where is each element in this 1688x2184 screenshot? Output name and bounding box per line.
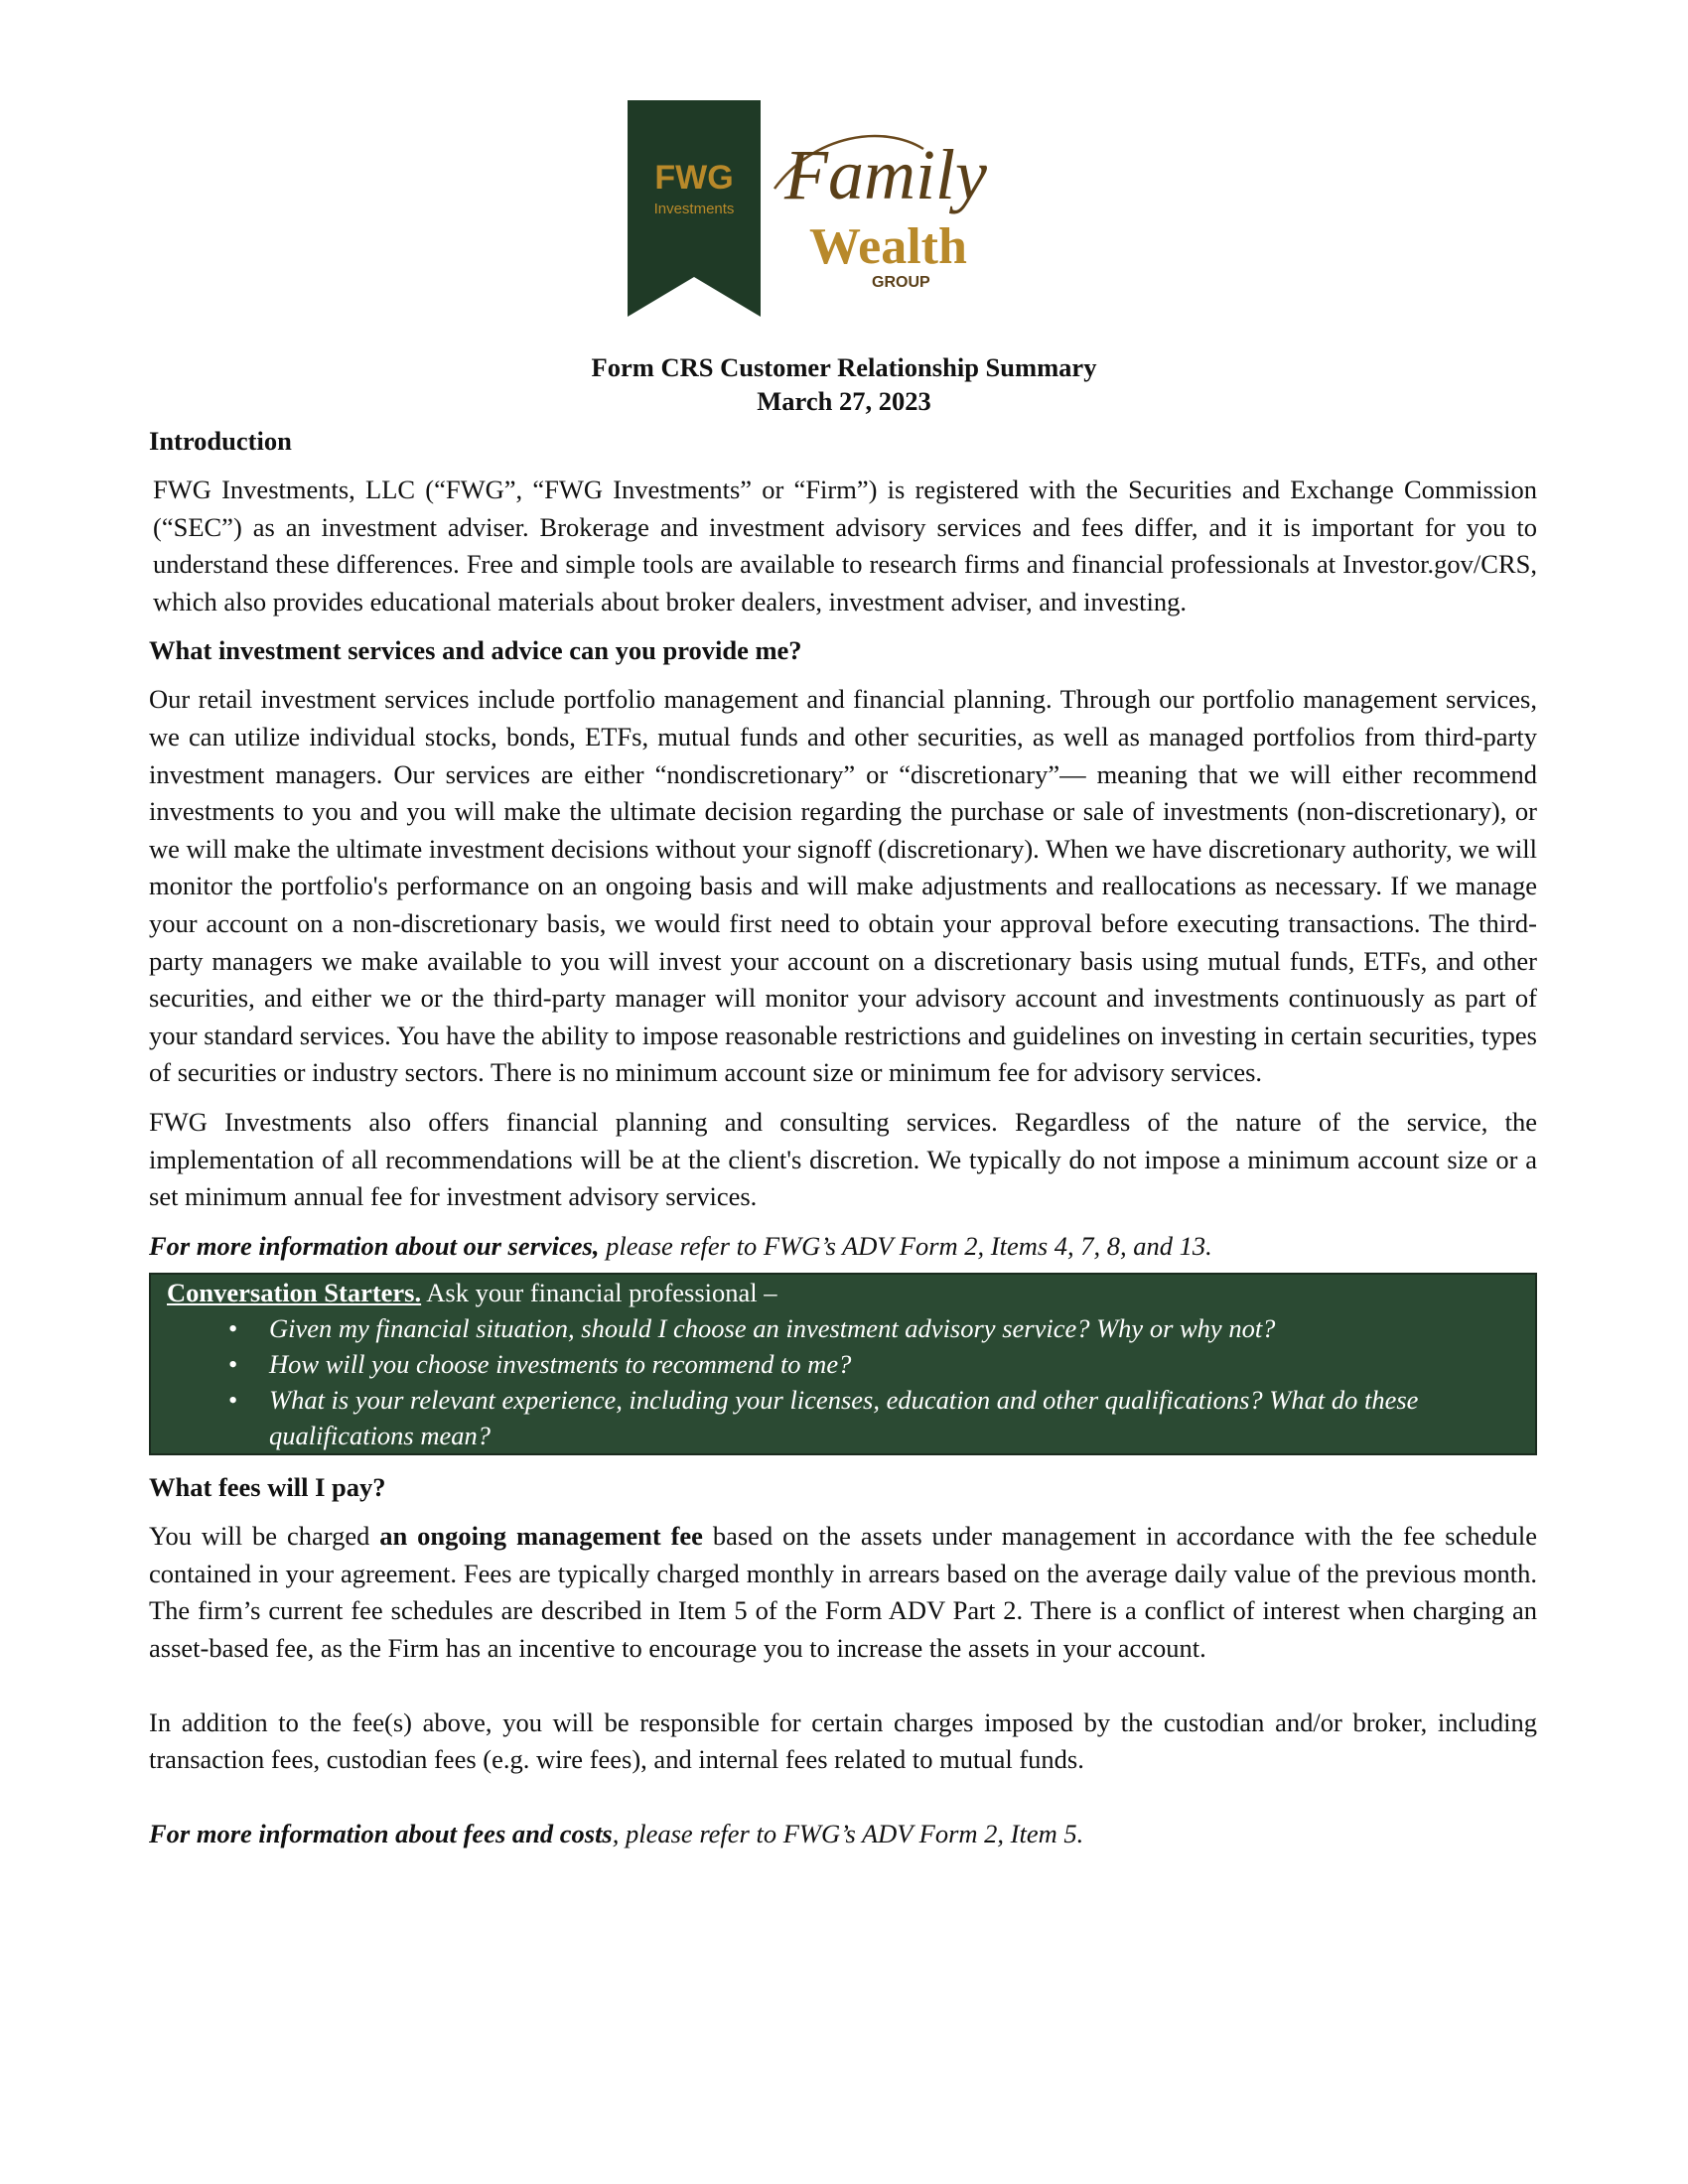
conversation-starters-label: Conversation Starters. bbox=[167, 1278, 422, 1308]
intro-heading: Introduction bbox=[149, 426, 292, 456]
fees-paragraph-1 bbox=[149, 1518, 1537, 1667]
conversation-starter-item bbox=[167, 1382, 1521, 1453]
services-more-info-bold: For more information about our services, bbox=[149, 1230, 600, 1261]
document-date: March 27, 2023 bbox=[757, 386, 931, 416]
bullet-icon: • bbox=[228, 1349, 238, 1380]
services-more-info-text: please refer to FWG’s ADV Form 2, Items 4, 7, 8, and 13. bbox=[599, 1230, 1212, 1261]
bullet-icon: • bbox=[228, 1313, 238, 1344]
conversation-starter-text: What is your relevant experience, including your licenses, education and other qualifications? What do these qualifications mean? bbox=[269, 1385, 1419, 1451]
logo-group-text: GROUP bbox=[872, 274, 930, 291]
conversation-starter-item bbox=[167, 1346, 1521, 1382]
fees-more-info bbox=[149, 1816, 1537, 1853]
logo-investments-text: Investments bbox=[653, 201, 735, 217]
fees-more-info-bold: For more information about fees and costs bbox=[149, 1818, 613, 1848]
bullet-icon: • bbox=[228, 1385, 238, 1416]
logo-wealth-text: Wealth bbox=[809, 218, 967, 275]
document-title: Form CRS Customer Relationship Summary bbox=[591, 352, 1097, 382]
conversation-starters-lead: Ask your financial professional – bbox=[421, 1278, 777, 1308]
services-heading: What investment services and advice can you provide me? bbox=[149, 635, 802, 666]
conversation-starter-text: How will you choose investments to recommend to me? bbox=[269, 1349, 852, 1380]
fwg-family-wealth-logo bbox=[626, 94, 1058, 317]
services-paragraph-2: FWG Investments also offers financial planning and consulting services. Regardless of the nature of the service, the implementation of all recommendations will be at the client's discretion. We typically do not impose a minimum account size or a set minimum annual fee for investment advisory services. bbox=[149, 1106, 1537, 1212]
fees-paragraph-2: In addition to the fee(s) above, you will be responsible for certain charges imposed by the custodian and/or broker, including transaction fees, custodian fees (e.g. wire fees), and internal fees related to mutual funds. bbox=[149, 1706, 1537, 1775]
conversation-starter-text: Given my financial situation, should I choose an investment advisory service? Why or why not? bbox=[269, 1313, 1276, 1344]
conversation-starters-list bbox=[167, 1310, 1521, 1453]
services-more-info bbox=[149, 1228, 1537, 1266]
conversation-starters-box bbox=[149, 1273, 1537, 1455]
conversation-starter-item bbox=[167, 1310, 1521, 1346]
services-paragraph-1: Our retail investment services include portfolio management and financial planning. Through our portfolio management services, we can utilize individual stocks, bonds, ETFs, mutual funds and other securities, as well as managed portfolios from third-party investment managers. Our services are either “nondiscretionary” or “discretionary”— meaning that we will either recommend investments to you and you will make the ultimate decision regarding the purchase or sale of investments (non-discretionary), or we will make the ultimate investment decisions without your signoff (discretionary). When we have discretionary authority, we will monitor the portfolio's performance on an ongoing basis and will make adjustments and reallocations as necessary. If we manage your account on a non-discretionary basis, we would first need to obtain your approval before executing transactions. The third-party managers we make available to you will invest your account on a discretionary basis using mutual funds, ETFs, and other securities, and either we or the third-party manager will monitor your advisory account and investments continuously as part of your standard services. You have the ability to impose reasonable restrictions and guidelines on investing in certain securities, types of securities or industry sectors. There is no minimum account size or minimum fee for advisory services. bbox=[149, 684, 1537, 1088]
intro-paragraph: FWG Investments, LLC (“FWG”, “FWG Investments” or “Firm”) is registered with the Securities and Exchange Commission (“SEC”) as an investment adviser. Brokerage and investment advisory services and fees differ, and it is important for you to understand these differences. Free and simple tools are available to research firms and financial professionals at Investor.gov/CRS, which also provides educational materials about broker dealers, investment adviser, and investing. bbox=[153, 475, 1537, 616]
company-logo bbox=[626, 94, 1058, 317]
logo-family-text: Family bbox=[784, 135, 987, 214]
fees-heading: What fees will I pay? bbox=[149, 1472, 386, 1503]
document-header bbox=[0, 350, 1688, 418]
fees-p1-bold: an ongoing management fee bbox=[379, 1521, 703, 1552]
document-body bbox=[149, 423, 1537, 1860]
fees-p1-lead: You will be charged bbox=[149, 1521, 380, 1552]
fees-p1-rest: based on the assets under management in accordance with the fee schedule contained in your agreement. Fees are typically charged monthly in arrears based on the average daily value of the previous month. The firm’s current fee schedules are described in Item 5 of the Form ADV Part 2. There is a conflict of interest when charging an asset-based fee, as the Firm has an incentive to encourage you to increase the assets in your account. bbox=[149, 1521, 1537, 1664]
conversation-starters-header bbox=[167, 1275, 1521, 1310]
fees-more-info-text: , please refer to FWG’s ADV Form 2, Item 5. bbox=[612, 1818, 1084, 1848]
logo-fwg-text: FWG bbox=[654, 159, 734, 197]
